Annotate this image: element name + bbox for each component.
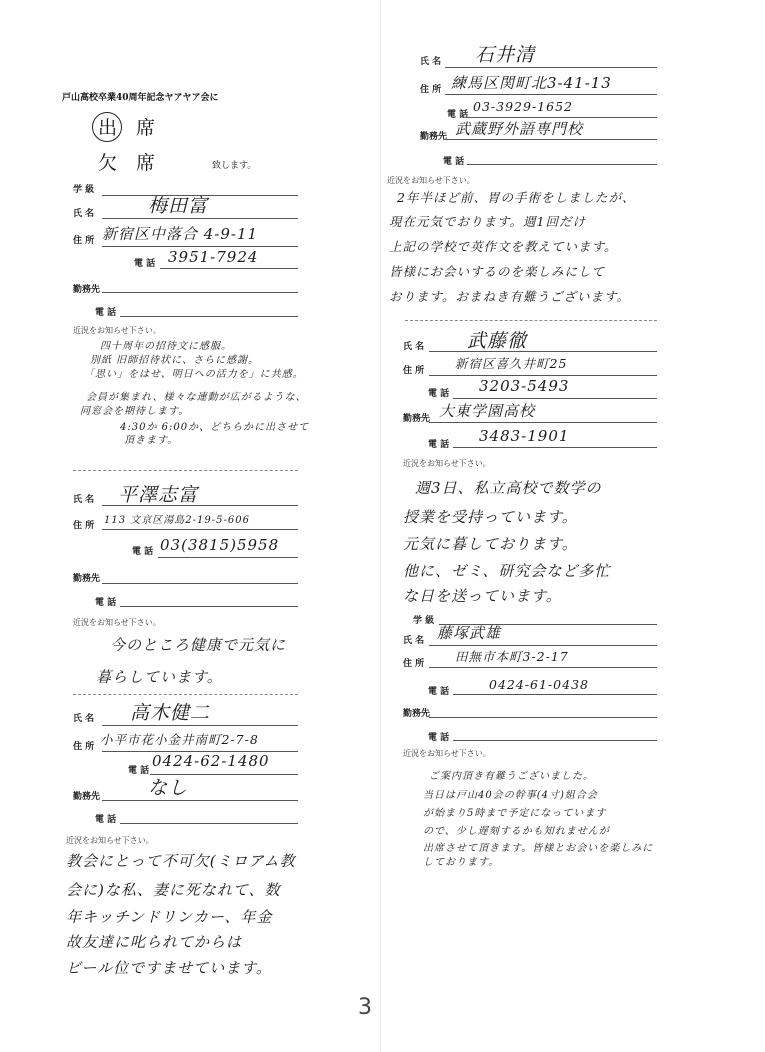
- address-label: 住 所: [73, 742, 95, 752]
- news-line: 会に)な私、妻に死なれて、数: [66, 881, 281, 899]
- entry-phone: 0424-61-0438: [489, 677, 589, 692]
- entry-workplace: 武蔵野外語専門校: [455, 120, 584, 138]
- workplace-label: 勤務先: [403, 414, 431, 424]
- entry-workplace: なし: [148, 777, 189, 799]
- name-label: 氏 名: [403, 636, 425, 646]
- entry-work-phone: 3483-1901: [479, 427, 570, 445]
- work-phone-label: 電 話: [443, 157, 465, 167]
- news-line: 当日は戸山40会の幹事(4寸)組合会: [423, 790, 598, 801]
- phone-label: 電 話: [428, 687, 450, 697]
- news-line: 現在元気でおります。週1回だけ: [389, 214, 586, 229]
- phone-label: 電 話: [447, 110, 469, 120]
- entry-address: 113 文京区湯島2-19-5-606: [104, 515, 250, 526]
- news-line: 授業を受持っています。: [403, 508, 578, 526]
- workplace-label: 勤務先: [73, 285, 101, 295]
- entry-phone: 03-3929-1652: [473, 99, 573, 114]
- entry-name: 梅田富: [148, 195, 209, 217]
- news-line: 教会にとって不可欠(ミロアム教: [66, 852, 296, 870]
- entry-name: 平澤志富: [118, 484, 199, 506]
- news-line: 4:30か 6:00か、どちらかに出させて: [120, 422, 310, 433]
- invitation-title: 戸山高校卒業40周年記念ヤアヤア会に: [62, 93, 219, 103]
- entry-phone: 0424-62-1480: [152, 752, 270, 770]
- name-label: 氏 名: [403, 342, 425, 352]
- work-phone-label: 電 話: [428, 733, 450, 743]
- entry-address: 田無市本町3-2-17: [455, 649, 569, 664]
- entry-address: 新宿区中落合 4-9-11: [102, 225, 259, 243]
- workplace-label: 勤務先: [73, 574, 101, 584]
- entry-name: 藤塚武雄: [437, 624, 502, 642]
- news-line: 「思い」をはせ、明日への活力を」に共感。: [84, 369, 304, 380]
- news-label: 近況をお知らせ下さい。: [73, 618, 161, 627]
- entry-phone: 3203-5493: [479, 377, 570, 395]
- workplace-label: 勤務先: [403, 709, 431, 719]
- news-line: 故友達に叱られてからは: [66, 933, 243, 951]
- address-label: 住 所: [73, 236, 95, 246]
- news-line: 週3日、私立高校で数学の: [415, 479, 602, 497]
- news-line: 他に、ゼミ、研究会など多忙: [403, 562, 611, 580]
- entry-address: 練馬区関町北3-41-13: [451, 74, 612, 92]
- entry-name: 高木健二: [130, 702, 211, 724]
- work-phone-label: 電 話: [95, 815, 117, 825]
- phone-label: 電 話: [128, 766, 150, 776]
- workplace-label: 勤務先: [73, 792, 101, 802]
- work-phone-label: 電 話: [428, 440, 450, 450]
- news-line: 別紙 旧師招待状に、さらに感謝。: [90, 355, 260, 366]
- grade-label: 学 級: [413, 616, 435, 626]
- news-label: 近況をお知らせ下さい。: [73, 326, 161, 335]
- address-label: 住 所: [403, 366, 425, 376]
- news-line: 会員が集まれ、様々な連動が広がるような、: [86, 392, 307, 403]
- name-label: 氏 名: [73, 714, 95, 724]
- phone-label: 電 話: [428, 389, 450, 399]
- news-label: 近況をお知らせ下さい。: [403, 459, 491, 468]
- work-phone-label: 電 話: [95, 308, 117, 318]
- phone-label: 電 話: [134, 259, 156, 269]
- address-label: 住 所: [403, 659, 425, 669]
- name-label: 氏 名: [73, 495, 95, 505]
- attend-suffix: 致します。: [212, 161, 257, 171]
- work-phone-label: 電 話: [95, 598, 117, 608]
- news-line: 年キッチンドリンカー、年金: [66, 908, 273, 926]
- absent-option: 欠 席: [98, 152, 156, 174]
- news-line: ご案内頂き有難うございました。: [429, 771, 594, 782]
- news-line: 同窓会を期待します。: [80, 406, 190, 417]
- news-line: 2年半ほど前、胃の手術をしましたが、: [397, 190, 636, 205]
- grade-label: 学 級: [73, 185, 95, 195]
- news-line: 上記の学校で英作文を教えています。: [389, 239, 618, 254]
- entry-phone: 3951-7924: [168, 248, 259, 266]
- news-label: 近況をお知らせ下さい。: [403, 749, 491, 758]
- entry-address: 新宿区喜久井町25: [455, 356, 568, 371]
- news-line: な日を送っています。: [403, 587, 562, 605]
- news-line: 今のところ健康で元気に: [110, 636, 287, 654]
- news-line: しております。: [423, 857, 500, 868]
- news-line: が始まり5時まで予定になっています: [423, 808, 607, 819]
- news-line: おります。おまねき有難うございます。: [389, 289, 631, 304]
- entry-workplace: 大東学園高校: [439, 402, 536, 420]
- news-line: 頂きます。: [124, 435, 179, 446]
- news-line: ビール位ですませています。: [66, 959, 272, 977]
- page-number: 3: [358, 995, 372, 1020]
- page-fold: [380, 0, 381, 1052]
- news-line: 元気に暮しております。: [403, 535, 578, 553]
- entry-name: 武藤徹: [467, 330, 528, 352]
- news-line: 皆様にお会いするのを楽しみにして: [389, 264, 606, 279]
- news-label: 近況をお知らせ下さい。: [387, 176, 475, 185]
- news-label: 近況をお知らせ下さい。: [66, 836, 154, 845]
- news-line: 出席させて頂きます。皆様とお会いを楽しみに: [423, 843, 654, 854]
- name-label: 氏 名: [420, 57, 442, 67]
- name-label: 氏 名: [73, 209, 95, 219]
- workplace-label: 勤務先: [420, 132, 448, 142]
- attend-option: 出 席: [98, 117, 156, 139]
- entry-phone: 03(3815)5958: [160, 536, 280, 554]
- address-label: 住 所: [73, 521, 95, 531]
- news-line: 四十周年の招待文に感服。: [100, 341, 232, 352]
- entry-address: 小平市花小金井南町2-7-8: [100, 732, 259, 747]
- news-line: ので、少し遅刻するかも知れませんが: [423, 826, 610, 837]
- address-label: 住 所: [420, 85, 442, 95]
- entry-name: 石井清: [475, 44, 536, 66]
- phone-label: 電 話: [132, 547, 154, 557]
- news-line: 暮らしています。: [96, 668, 223, 686]
